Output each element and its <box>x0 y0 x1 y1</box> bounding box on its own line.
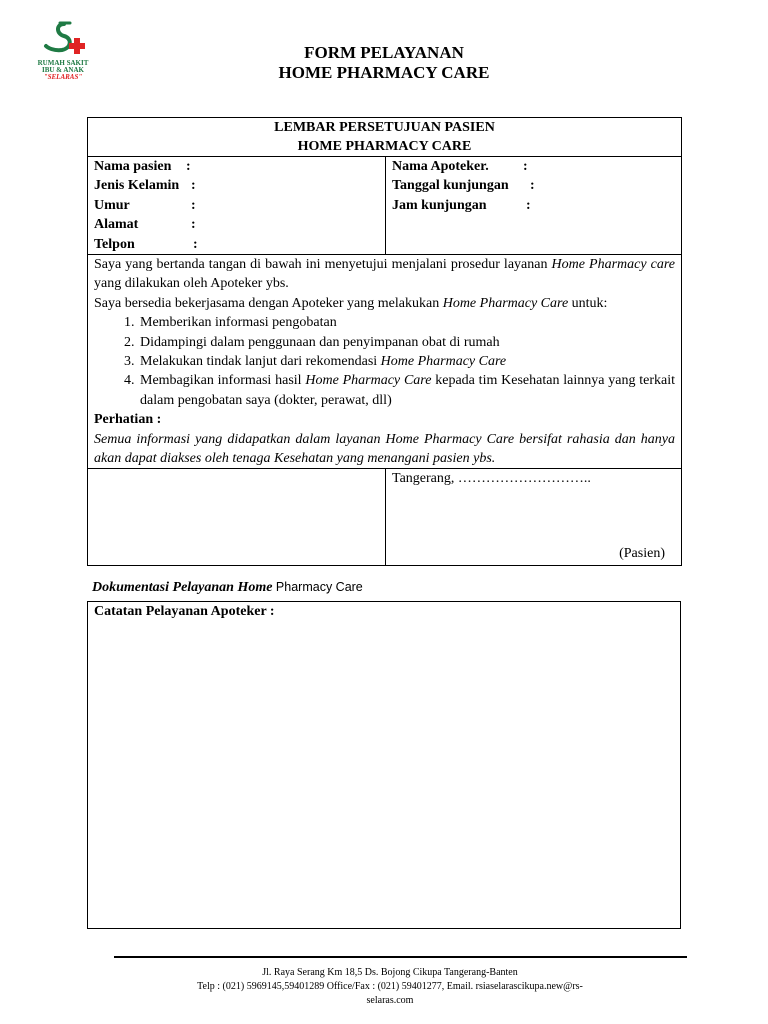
list-item: 1. Memberikan informasi pengobatan <box>138 313 675 332</box>
signature-blank-cell[interactable] <box>88 469 386 566</box>
footer-address: Jl. Raya Serang Km 18,5 Ds. Bojong Cikupa Tangerang-Banten <box>262 967 518 978</box>
pharmacist-info-cell <box>386 157 682 255</box>
list-item: 2. Didampingi dalam penggunaan dan penyimpanan obat di rumah <box>138 333 675 352</box>
field-address[interactable]: Alamat : <box>94 217 196 233</box>
patient-signature-label: (Pasien) <box>619 546 665 562</box>
field-visit-date[interactable]: Tanggal kunjungan : <box>392 178 535 194</box>
footer-contact: Telp : (021) 5969145,59401289 Office/Fax : (021) 59401277, Email. rsiaselarascikupa.new@rs- <box>197 981 583 992</box>
consent-heading-line-2: HOME PHARMACY CARE <box>297 139 472 154</box>
list-item: 4. Membagikan informasi hasil Home Pharmacy Care kepada tim Kesehatan lainnya yang terkait dalam pengobatan saya (dokter, perawat, dll) <box>138 371 675 410</box>
field-patient-name[interactable]: Nama pasien : <box>94 159 191 174</box>
field-gender[interactable]: Jenis Kelamin : <box>94 178 196 194</box>
field-pharmacist-name[interactable]: Nama Apoteker. : <box>392 159 528 174</box>
attention-label: Perhatian : <box>94 412 162 428</box>
consent-heading-line-1: LEMBAR PERSETUJUAN PASIEN <box>274 120 495 135</box>
logo-line-1: RUMAH SAKIT <box>37 59 89 67</box>
patient-info-cell <box>88 157 386 255</box>
consent-form-table <box>87 117 682 566</box>
pharmacist-notes-box[interactable] <box>87 601 681 929</box>
field-phone[interactable]: Telpon : <box>94 236 198 252</box>
attention-text: Semua informasi yang didapatkan dalam layanan Home Pharmacy Care bersifat rahasia dan hanya akan dapat diakses oleh tenaga Kesehatan yang menangani pasien ybs. <box>94 431 675 467</box>
form-title-line-2: HOME PHARMACY CARE <box>278 63 490 82</box>
list-item: 3. Melakukan tindak lanjut dari rekomendasi Home Pharmacy Care <box>138 352 675 371</box>
consent-list <box>94 313 675 410</box>
notes-label: Catatan Pelayanan Apoteker : <box>94 604 275 619</box>
consent-paragraph-2: Saya bersedia bekerjasama dengan Apoteker yang melakukan Home Pharmacy Care untuk: <box>94 295 608 311</box>
logo-line-2: IBU & ANAK <box>41 66 84 74</box>
logo-line-3: "SELARAS" <box>43 73 83 81</box>
footer-contact-cont: selaras.com <box>366 995 414 1006</box>
place-date-text: Tangerang, ……………………….. <box>392 471 591 487</box>
consent-heading <box>88 118 682 157</box>
consent-paragraph-1: Saya yang bertanda tangan di bawah ini menyetujui menjalani prosedur layanan Home Pharmacy care yang dilakukan oleh Apoteker ybs. <box>94 257 675 292</box>
form-title-line-1: FORM PELAYANAN <box>304 43 464 62</box>
patient-signature-cell[interactable] <box>386 469 682 566</box>
footer-divider <box>114 956 687 958</box>
documentation-title: Dokumentasi Pelayanan Home Pharmacy Care <box>92 580 363 595</box>
consent-statement-cell <box>88 255 682 469</box>
field-age[interactable]: Umur : <box>94 197 196 213</box>
field-visit-time[interactable]: Jam kunjungan : <box>392 197 531 213</box>
